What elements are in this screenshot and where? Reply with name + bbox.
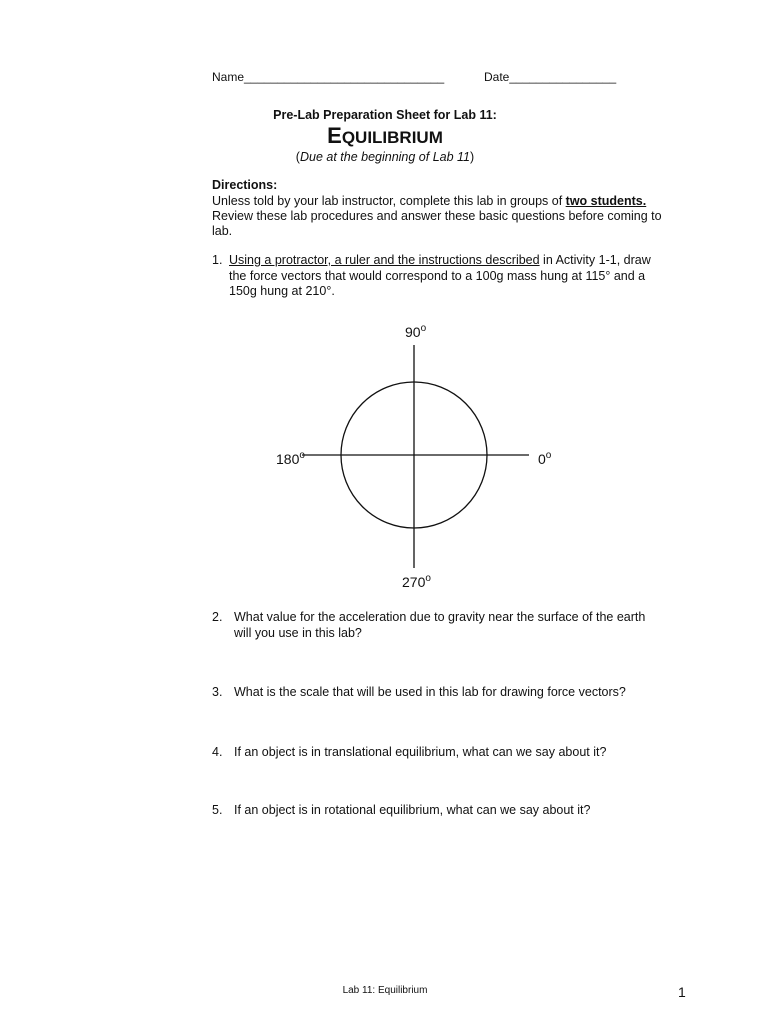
question-1-underlined: Using a protractor, a ruler and the instructions described — [229, 253, 540, 267]
label-90-degrees — [405, 323, 426, 340]
label-270-degrees — [402, 573, 431, 590]
question-number: 4. — [212, 745, 223, 759]
question-3 — [212, 685, 662, 701]
due-text: Due at the beginning of Lab 11 — [299, 150, 471, 164]
page-footer: Lab 11: Equilibrium — [342, 985, 428, 996]
question-text: If an object is in translational equilibrium, what can we say about it? — [234, 745, 607, 759]
label-0-value: 0 — [538, 451, 546, 467]
label-0-degrees — [538, 450, 551, 467]
question-5 — [212, 803, 662, 819]
label-180-degrees — [276, 450, 305, 467]
lab-title — [0, 123, 770, 149]
question-text: If an object is in rotational equilibrium, what can we say about it? — [234, 803, 591, 817]
lab-title-cap: E — [327, 123, 342, 148]
label-180-value: 180 — [276, 451, 300, 467]
due-note — [0, 150, 770, 164]
question-2 — [212, 610, 662, 642]
directions-text — [212, 194, 672, 239]
directions-text-before: Unless told by your lab instructor, complete this lab in groups of — [212, 194, 566, 208]
question-text: What is the scale that will be used in this lab for drawing force vectors? — [234, 685, 626, 699]
degree-symbol: o — [425, 573, 431, 584]
degree-symbol: o — [545, 450, 552, 461]
question-1-rest: in Activity 1-1, draw the force vectors that would correspond to a 100g mass hung at 115° and a 150g hung at 210°. — [229, 253, 651, 298]
label-90-value: 90 — [405, 324, 421, 340]
question-number: 5. — [212, 803, 223, 817]
lab-title-rest: QUILIBRIUM — [341, 128, 443, 147]
label-270-value: 270 — [402, 574, 426, 590]
due-close: ) — [470, 150, 475, 164]
name-field-label: Name______________________________ — [212, 70, 445, 84]
question-text: What value for the acceleration due to gravity near the surface of the earth will you use in this lab? — [234, 610, 646, 640]
due-open: ( — [295, 150, 300, 164]
date-field-label: Date________________ — [484, 70, 617, 84]
question-text — [229, 253, 661, 300]
page-number: 1 — [678, 984, 686, 1000]
sheet-title: Pre-Lab Preparation Sheet for Lab 11: — [273, 108, 497, 122]
question-4 — [212, 745, 662, 761]
question-number: 2. — [212, 610, 223, 624]
directions-heading: Directions: — [212, 178, 278, 192]
question-number: 3. — [212, 685, 223, 699]
question-number: 1. — [212, 253, 223, 267]
degree-symbol: o — [420, 323, 427, 334]
directions-text-after: Review these lab procedures and answer these basic questions before coming to lab. — [212, 209, 662, 238]
directions-text-bold: two students. — [565, 194, 647, 208]
degree-symbol: o — [299, 450, 305, 461]
